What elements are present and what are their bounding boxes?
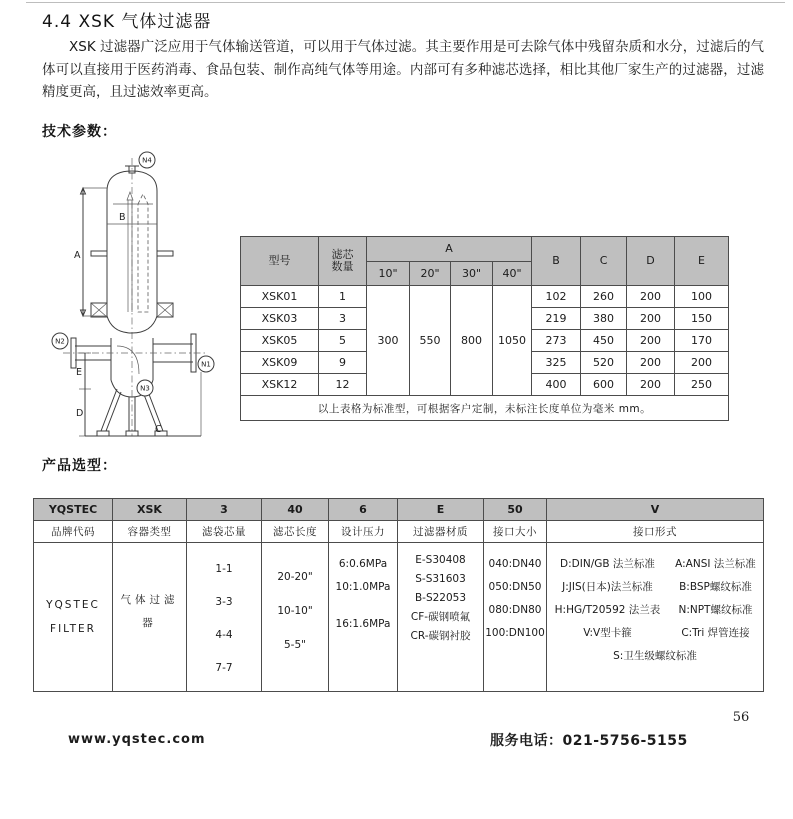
label-port-form: 接口形式 <box>547 521 764 543</box>
code-core-length: 40 <box>262 499 329 521</box>
col-header-40in: 40" <box>493 262 532 286</box>
label-series: 容器类型 <box>113 521 187 543</box>
code-port-form: V <box>547 499 764 521</box>
code-header-row <box>34 499 764 521</box>
cell-e: 170 <box>675 330 729 352</box>
cell-model: XSK12 <box>241 374 319 396</box>
table-row <box>241 286 729 308</box>
product-selection-table <box>33 498 764 692</box>
footer-website: www.yqstec.com <box>68 732 206 747</box>
cell-b: 325 <box>532 352 581 374</box>
cell-d: 200 <box>627 352 675 374</box>
product-selection-heading: 产品选型： <box>42 458 117 474</box>
col-header-model: 型号 <box>241 237 319 286</box>
cell-a10: 300 <box>367 286 410 396</box>
label-core-length: 滤芯长度 <box>262 521 329 543</box>
filter-vessel-diagram <box>33 148 233 440</box>
cell-count: 5 <box>319 330 367 352</box>
label-material: 过滤器材质 <box>398 521 484 543</box>
dim-label-A: A <box>74 250 81 261</box>
pressure-options-cell: 6:0.6MPa 10:1.0MPa 16:1.6MPa <box>329 543 398 692</box>
dim-label-E: E <box>76 367 83 378</box>
filter-cartridge-dashed <box>138 194 148 312</box>
cell-d: 200 <box>627 374 675 396</box>
cell-a40: 1050 <box>493 286 532 396</box>
intro-paragraph: XSK 过滤器广泛应用于气体输送管道，可以用于气体过滤。其主要作用是可去除气体中残留杂质和水分，过滤后的气体可以直接用于医药消毒、食品包装、制作高纯气体等用途。内部可有多种滤芯选择，相比其他厂家生产的过滤器，过滤精度更高，且过滤效率更高。 <box>42 39 764 100</box>
port-form-options-cell: D:DIN/GB 法兰标准 A:ANSI 法兰标准 J:JIS(日本)法兰标准 B:BSP螺纹标准 H:HG/T20592 法兰表 N:NPT螺纹标准 V:V型卡箍 C:Tri 焊管连接 S:卫生级螺纹标准 <box>547 543 764 692</box>
cell-model: XSK05 <box>241 330 319 352</box>
cell-a30: 800 <box>451 286 493 396</box>
cell-count: 1 <box>319 286 367 308</box>
material-options-cell: E-S30408 S-S31603 B-S22053 CF-碳钢喷氟 CR-碳钢衬胶 <box>398 543 484 692</box>
cell-model: XSK09 <box>241 352 319 374</box>
footer-service-phone: 服务电话：021-5756-5155 <box>490 733 688 749</box>
cell-e: 250 <box>675 374 729 396</box>
cell-c: 260 <box>581 286 627 308</box>
port-size-options-cell: 040:DN40 050:DN50 080:DN80 100:DN100 <box>484 543 547 692</box>
page-title: 4.4 XSK 气体过滤器 <box>42 12 212 32</box>
col-header-C: C <box>581 237 627 286</box>
label-brand: 品牌代码 <box>34 521 113 543</box>
col-header-core-count: 滤芯 数量 <box>319 237 367 286</box>
code-port-size: 50 <box>484 499 547 521</box>
label-port-size: 接口大小 <box>484 521 547 543</box>
cell-b: 273 <box>532 330 581 352</box>
cell-c: 450 <box>581 330 627 352</box>
code-brand: YQSTEC <box>34 499 113 521</box>
col-header-B: B <box>532 237 581 286</box>
cell-model: XSK01 <box>241 286 319 308</box>
core-length-options-cell: 20-20" 10-10" 5-5" <box>262 543 329 692</box>
nozzle-tag-n3-label: N3 <box>140 384 150 393</box>
col-header-30in: 30" <box>451 262 493 286</box>
col-header-10in: 10" <box>367 262 410 286</box>
tech-params-table <box>240 236 729 421</box>
dim-label-B: B <box>119 212 126 223</box>
cell-count: 12 <box>319 374 367 396</box>
cell-b: 102 <box>532 286 581 308</box>
nozzle-tag-n2-label: N2 <box>55 337 65 346</box>
page-number: 56 <box>732 710 750 725</box>
col-header-D: D <box>627 237 675 286</box>
dim-label-C: C <box>155 424 162 435</box>
col-header-20in: 20" <box>410 262 451 286</box>
cell-count: 9 <box>319 352 367 374</box>
cell-count: 3 <box>319 308 367 330</box>
table-note-row <box>241 396 729 421</box>
code-core-count: 3 <box>187 499 262 521</box>
cell-d: 200 <box>627 308 675 330</box>
cell-e: 100 <box>675 286 729 308</box>
core-count-options-cell: 1-1 3-3 4-4 7-7 <box>187 543 262 692</box>
code-series: XSK <box>113 499 187 521</box>
cell-c: 600 <box>581 374 627 396</box>
cell-d: 200 <box>627 286 675 308</box>
cell-c: 380 <box>581 308 627 330</box>
options-row <box>34 543 764 692</box>
cell-a20: 550 <box>410 286 451 396</box>
cell-model: XSK03 <box>241 308 319 330</box>
nozzle-tag-n1-label: N1 <box>201 360 211 369</box>
cell-c: 520 <box>581 352 627 374</box>
cell-d: 200 <box>627 330 675 352</box>
col-header-A: A <box>367 237 532 262</box>
container-type-cell: 气体过滤 器 <box>113 543 187 692</box>
nozzle-tag-n4-label: N4 <box>142 156 152 165</box>
dim-label-D: D <box>76 408 84 419</box>
code-pressure: 6 <box>329 499 398 521</box>
label-core-count: 滤袋芯量 <box>187 521 262 543</box>
code-material: E <box>398 499 484 521</box>
col-header-E: E <box>675 237 729 286</box>
tech-params-heading: 技术参数： <box>42 124 117 140</box>
cell-b: 219 <box>532 308 581 330</box>
cell-e: 200 <box>675 352 729 374</box>
label-pressure: 设计压力 <box>329 521 398 543</box>
handle-right <box>157 251 173 256</box>
label-header-row <box>34 521 764 543</box>
table-note: 以上表格为标准型，可根据客户定制，未标注长度单位为毫米 mm。 <box>241 396 729 421</box>
table-header-row <box>241 237 729 262</box>
handle-left <box>91 251 107 256</box>
cell-e: 150 <box>675 308 729 330</box>
cell-b: 400 <box>532 374 581 396</box>
brand-cell: YQSTEC FILTER <box>34 543 113 692</box>
